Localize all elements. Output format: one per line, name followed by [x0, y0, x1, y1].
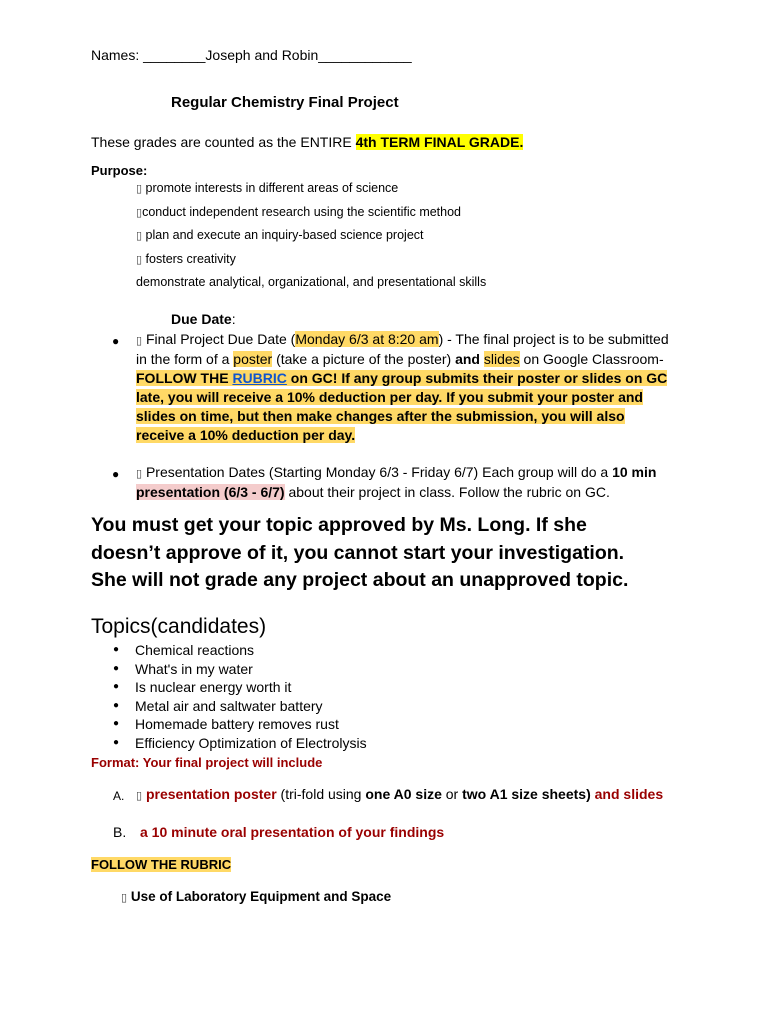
- format-item-b: [140, 823, 444, 842]
- names-line: [91, 46, 412, 65]
- due-date-colon: :: [231, 311, 236, 327]
- format-item-a: [136, 785, 663, 805]
- names-text: Names: ________Joseph and Robin____________: [91, 47, 412, 63]
- list-item: ● Chemical reactions: [91, 641, 367, 660]
- page-title-text: Regular Chemistry Final Project: [171, 94, 399, 111]
- intro-highlight: 4th TERM FINAL GRADE.: [355, 134, 524, 150]
- approval-warning-text: You must get your topic approved by Ms. Long. If she doesn’t approve of it, you cannot start your investigation. She will not grade any project about an unapproved topic.: [91, 514, 629, 591]
- page-title: [171, 93, 399, 112]
- format-heading: [91, 753, 322, 772]
- checkbox-icon: ▯: [136, 205, 143, 219]
- due-date-heading: [171, 310, 236, 329]
- due-item2-bold2: presentation (6/3 - 6/7): [136, 484, 285, 500]
- approval-warning: [91, 512, 661, 595]
- follow-rubric-heading: [91, 855, 231, 874]
- list-item: ● Efficiency Optimization of Electrolysis: [91, 734, 367, 753]
- topics-list: [91, 641, 367, 753]
- format-a-main: presentation poster: [145, 786, 277, 802]
- due-item1-and: and: [455, 351, 480, 367]
- format-item-a-label: [113, 787, 124, 806]
- due-item-final-project: [136, 330, 671, 445]
- bullet-icon: ●: [112, 334, 120, 348]
- purpose-item-text: plan and execute an inquiry-based science project: [145, 228, 424, 242]
- checkbox-icon: ▯: [136, 334, 143, 347]
- rubric-link[interactable]: RUBRIC: [232, 370, 287, 386]
- format-b-text: a 10 minute oral presentation of your findings: [140, 824, 445, 840]
- due-item1-slides: slides: [483, 351, 520, 367]
- purpose-item-text: conduct independent research using the scientific method: [142, 204, 462, 219]
- due-item2-rest: about their project in class. Follow the rubric on GC.: [284, 484, 610, 500]
- checkbox-icon: ▯: [136, 789, 143, 802]
- due-item1-mid: ) - The final project is to be submitted in the form of a: [136, 331, 669, 367]
- topics-heading-text: Topics(candidates): [91, 615, 267, 638]
- lab-equipment-item: [121, 887, 391, 907]
- due-item1-mid3: on Google Classroom-: [519, 351, 664, 367]
- due-item1-date: Monday 6/3 at 8:20 am: [295, 331, 439, 347]
- format-a-label-text: A.: [113, 789, 125, 803]
- due-item1-prefix: Final Project Due Date (: [145, 331, 296, 347]
- checkbox-icon: ▯: [136, 182, 143, 195]
- format-a-bold2: two A1 size sheets): [462, 786, 591, 802]
- purpose-item: [136, 224, 486, 248]
- due-item1-poster: poster: [233, 351, 273, 367]
- purpose-item: [136, 177, 486, 201]
- bullet-icon: ●: [112, 467, 120, 481]
- checkbox-icon: ▯: [136, 252, 143, 266]
- format-item-b-label: [113, 823, 126, 842]
- format-a-or: or: [441, 786, 463, 802]
- due-item1-follow: FOLLOW THE: [136, 370, 233, 386]
- format-heading-text: Format: Your final project will include: [91, 755, 323, 770]
- purpose-item: [136, 271, 486, 294]
- due-item1-rest: on GC! If any group submits their poster or slides on GC late, you will receive a 10% deduction per day. If you submit your poster and slides on time, but then make changes after the submission, you will also receive a 10% deduction per day.: [136, 370, 668, 443]
- follow-rubric-text: FOLLOW THE RUBRIC: [91, 857, 232, 872]
- due-item1-mid2: (take a picture of the poster): [272, 351, 456, 367]
- intro-line: [91, 133, 523, 152]
- topics-heading: [91, 614, 266, 640]
- due-item2-bold1: 10 min: [612, 464, 657, 480]
- purpose-item: [136, 248, 486, 272]
- format-b-label-text: B.: [113, 824, 127, 840]
- list-item: ● What's in my water: [91, 660, 367, 679]
- checkbox-icon: ▯: [121, 891, 128, 904]
- purpose-heading-text: Purpose:: [91, 163, 148, 178]
- due-item-presentation: [136, 463, 671, 502]
- format-a-end: and slides: [590, 786, 664, 802]
- due-date-heading-text: Due Date: [171, 311, 232, 327]
- lab-equipment-text: Use of Laboratory Equipment and Space: [130, 889, 392, 904]
- purpose-list: [136, 177, 486, 294]
- purpose-item: [136, 201, 486, 225]
- purpose-item-text: demonstrate analytical, organizational, and presentational skills: [136, 275, 487, 289]
- checkbox-icon: ▯: [136, 467, 143, 480]
- purpose-item-text: fosters creativity: [145, 251, 236, 266]
- format-a-mid1: (tri-fold using: [276, 786, 366, 802]
- list-item: ● Homemade battery removes rust: [91, 715, 367, 734]
- checkbox-icon: ▯: [136, 229, 143, 242]
- intro-text: These grades are counted as the ENTIRE: [91, 134, 356, 150]
- format-a-bold1: one A0 size: [365, 786, 442, 802]
- list-item: ● Metal air and saltwater battery: [91, 697, 367, 716]
- purpose-item-text: promote interests in different areas of science: [145, 181, 399, 195]
- due-item2-prefix: Presentation Dates (Starting Monday 6/3 - Friday 6/7) Each group will do a: [145, 464, 613, 480]
- list-item: ● Is nuclear energy worth it: [91, 678, 367, 697]
